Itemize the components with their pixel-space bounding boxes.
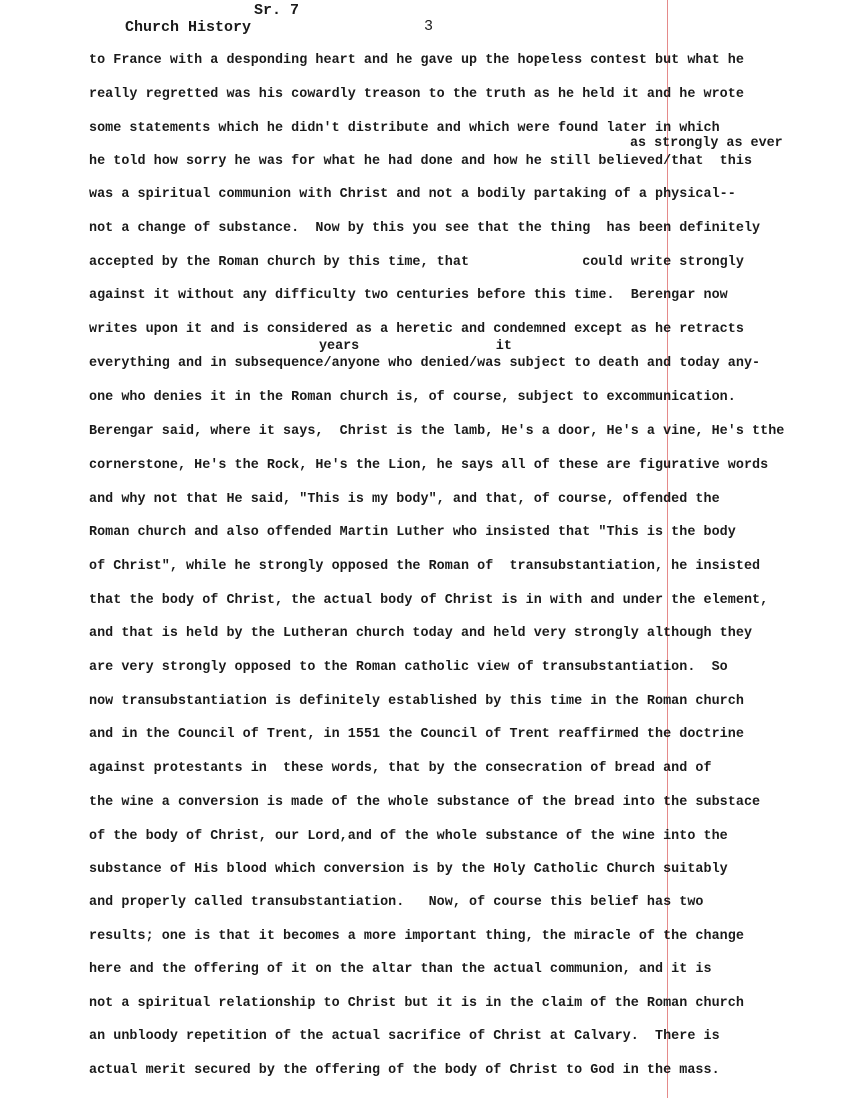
text-line: was a spiritual communion with Christ and not a bodily partaking of a physical--	[89, 187, 736, 202]
text-line: Berengar said, where it says, Christ is the lamb, He's a door, He's a vine, He's tthe	[89, 424, 785, 439]
text-line: an unbloody repetition of the actual sacrifice of Christ at Calvary. There is	[89, 1029, 720, 1044]
text-line: against it without any difficulty two centuries before this time. Berengar now	[89, 288, 728, 303]
text-line: actual merit secured by the offering of the body of Christ to God in the mass.	[89, 1063, 720, 1078]
text-line: and properly called transubstantiation. Now, of course this belief has two	[89, 895, 704, 910]
text-line: results; one is that it becomes a more important thing, the miracle of the change	[89, 929, 744, 944]
text-line: that the body of Christ, the actual body of Christ is in with and under the element,	[89, 593, 769, 608]
text-line: not a change of substance. Now by this you see that the thing has been definitely	[89, 221, 761, 236]
text-line: are very strongly opposed to the Roman catholic view of transubstantiation. So	[89, 660, 728, 675]
page-number: 3	[424, 18, 434, 35]
text-line: here and the offering of it on the altar than the actual communion, and it is	[89, 962, 712, 977]
text-line: and in the Council of Trent, in 1551 the Council of Trent reaffirmed the doctrine	[89, 727, 744, 742]
text-line: now transubstantiation is definitely established by this time in the Roman church	[89, 694, 744, 709]
text-line: cornerstone, He's the Rock, He's the Lion, he says all of these are figurative words	[89, 458, 769, 473]
text-line: writes upon it and is considered as a heretic and condemned except as he retracts	[89, 322, 744, 337]
text-line: the wine a conversion is made of the whole substance of the bread into the substace	[89, 795, 761, 810]
text-line: and why not that He said, "This is my body", and that, of course, offended the	[89, 492, 720, 507]
text-line: some statements which he didn't distribute and which were found later in which	[89, 121, 720, 136]
header-section: Sr. 7	[254, 2, 300, 19]
text-line: one who denies it in the Roman church is, of course, subject to excommunication.	[89, 390, 736, 405]
text-line: of the body of Christ, our Lord,and of the whole substance of the wine into the	[89, 829, 728, 844]
text-line: really regretted was his cowardly treason to the truth as he held it and he wrote	[89, 87, 744, 102]
interlinear-insert: years it	[319, 339, 512, 354]
text-line: everything and in subsequence/anyone who denied/was subject to death and today any-	[89, 356, 761, 371]
text-line: not a spiritual relationship to Christ but it is in the claim of the Roman church	[89, 996, 744, 1011]
text-line: Roman church and also offended Martin Luther who insisted that "This is the body	[89, 525, 736, 540]
text-line: against protestants in these words, that by the consecration of bread and of	[89, 761, 712, 776]
text-line: and that is held by the Lutheran church today and held very strongly although they	[89, 626, 753, 641]
header-title: Church History	[125, 19, 252, 36]
text-line: to France with a desponding heart and he gave up the hopeless contest but what he	[89, 53, 744, 68]
text-line: of Christ", while he strongly opposed the Roman of transubstantiation, he insisted	[89, 559, 761, 574]
text-line: he told how sorry he was for what he had done and how he still believed/that this	[89, 154, 753, 169]
text-line: accepted by the Roman church by this time, that could write strongly	[89, 255, 744, 270]
interlinear-insert: as strongly as ever	[630, 136, 783, 151]
text-line: substance of His blood which conversion is by the Holy Catholic Church suitably	[89, 862, 728, 877]
